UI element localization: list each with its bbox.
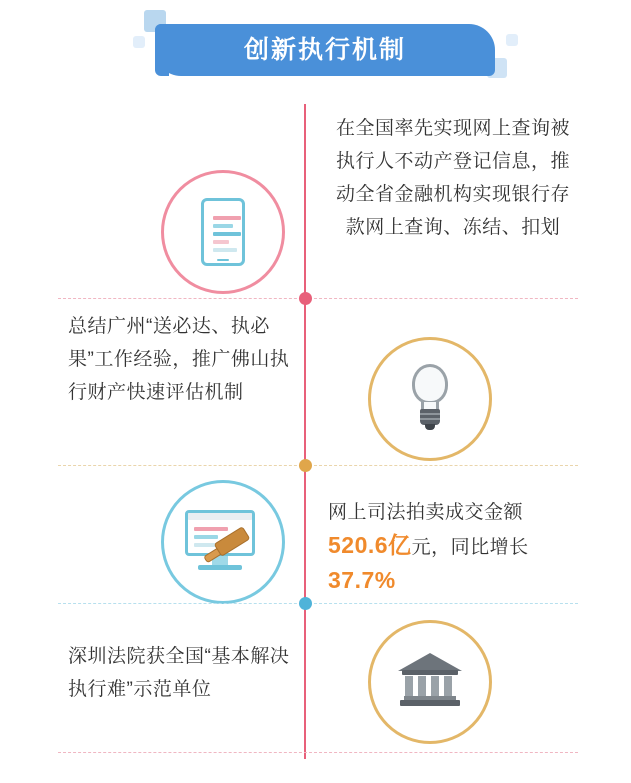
- item-3-middle: 元，同比增长: [411, 537, 529, 558]
- timeline-node-3: [299, 597, 312, 610]
- phone-body: [201, 198, 245, 266]
- monitor-foot: [198, 565, 242, 570]
- phone-screen-line: [213, 224, 233, 228]
- bank-architrave: [402, 670, 458, 675]
- monitor-title-bar: [188, 513, 252, 520]
- item-3-prefix: 网上司法拍卖成交金额: [328, 502, 524, 523]
- item-3-text: [328, 496, 583, 599]
- bulb-base-line: [420, 418, 440, 420]
- phone-screen-line: [213, 216, 241, 220]
- monitor-content-line: [194, 535, 218, 539]
- item-2-text: 总结广州“送必达、执必果”工作经验，推广佛山执行财产快速评估机制: [68, 316, 290, 403]
- bank-building-icon: [368, 620, 492, 744]
- timeline-node-2: [299, 459, 312, 472]
- phone-screen: [208, 207, 238, 255]
- row-divider-3: [58, 603, 578, 604]
- decorative-square-small-left: [133, 36, 145, 48]
- timeline-node-1: [299, 292, 312, 305]
- bank-roof: [398, 653, 462, 671]
- bulb-glass: [412, 364, 448, 404]
- monitor-gavel-icon: [161, 480, 285, 604]
- decorative-square-small-right: [506, 34, 518, 46]
- monitor-content-line: [194, 527, 228, 531]
- item-4-text: 深圳法院获全国“基本解决执行难”示范单位: [68, 646, 290, 700]
- item-3-highlight-amount: 520.6亿: [328, 532, 412, 558]
- row-divider-2: [58, 465, 578, 466]
- lightbulb-icon: [368, 337, 492, 461]
- phone-screen-line: [213, 232, 241, 236]
- bank-shape: [398, 653, 462, 711]
- timeline-spine: [304, 104, 306, 759]
- bulb-shape: [400, 362, 460, 436]
- bulb-tip: [425, 424, 435, 430]
- row-divider-4: [58, 752, 578, 753]
- bank-base: [400, 700, 460, 706]
- bulb-base-line: [420, 413, 440, 415]
- bulb-base: [420, 409, 440, 425]
- row-divider-1: [58, 298, 578, 299]
- phone-screen-line: [213, 240, 229, 244]
- item-1-text: 在全国率先实现网上查询被执行人不动产登记信息，推动全省金融机构实现银行存款网上查询、冻结、扣划: [335, 118, 570, 238]
- mobile-phone-icon: [161, 170, 285, 294]
- phone-screen-line: [213, 248, 237, 252]
- monitor-shape: [185, 510, 261, 574]
- item-3-highlight-growth: 37.7%: [328, 567, 396, 593]
- header: [0, 0, 631, 100]
- phone-home-button: [217, 259, 229, 261]
- page-title: 创新执行机制: [243, 36, 406, 64]
